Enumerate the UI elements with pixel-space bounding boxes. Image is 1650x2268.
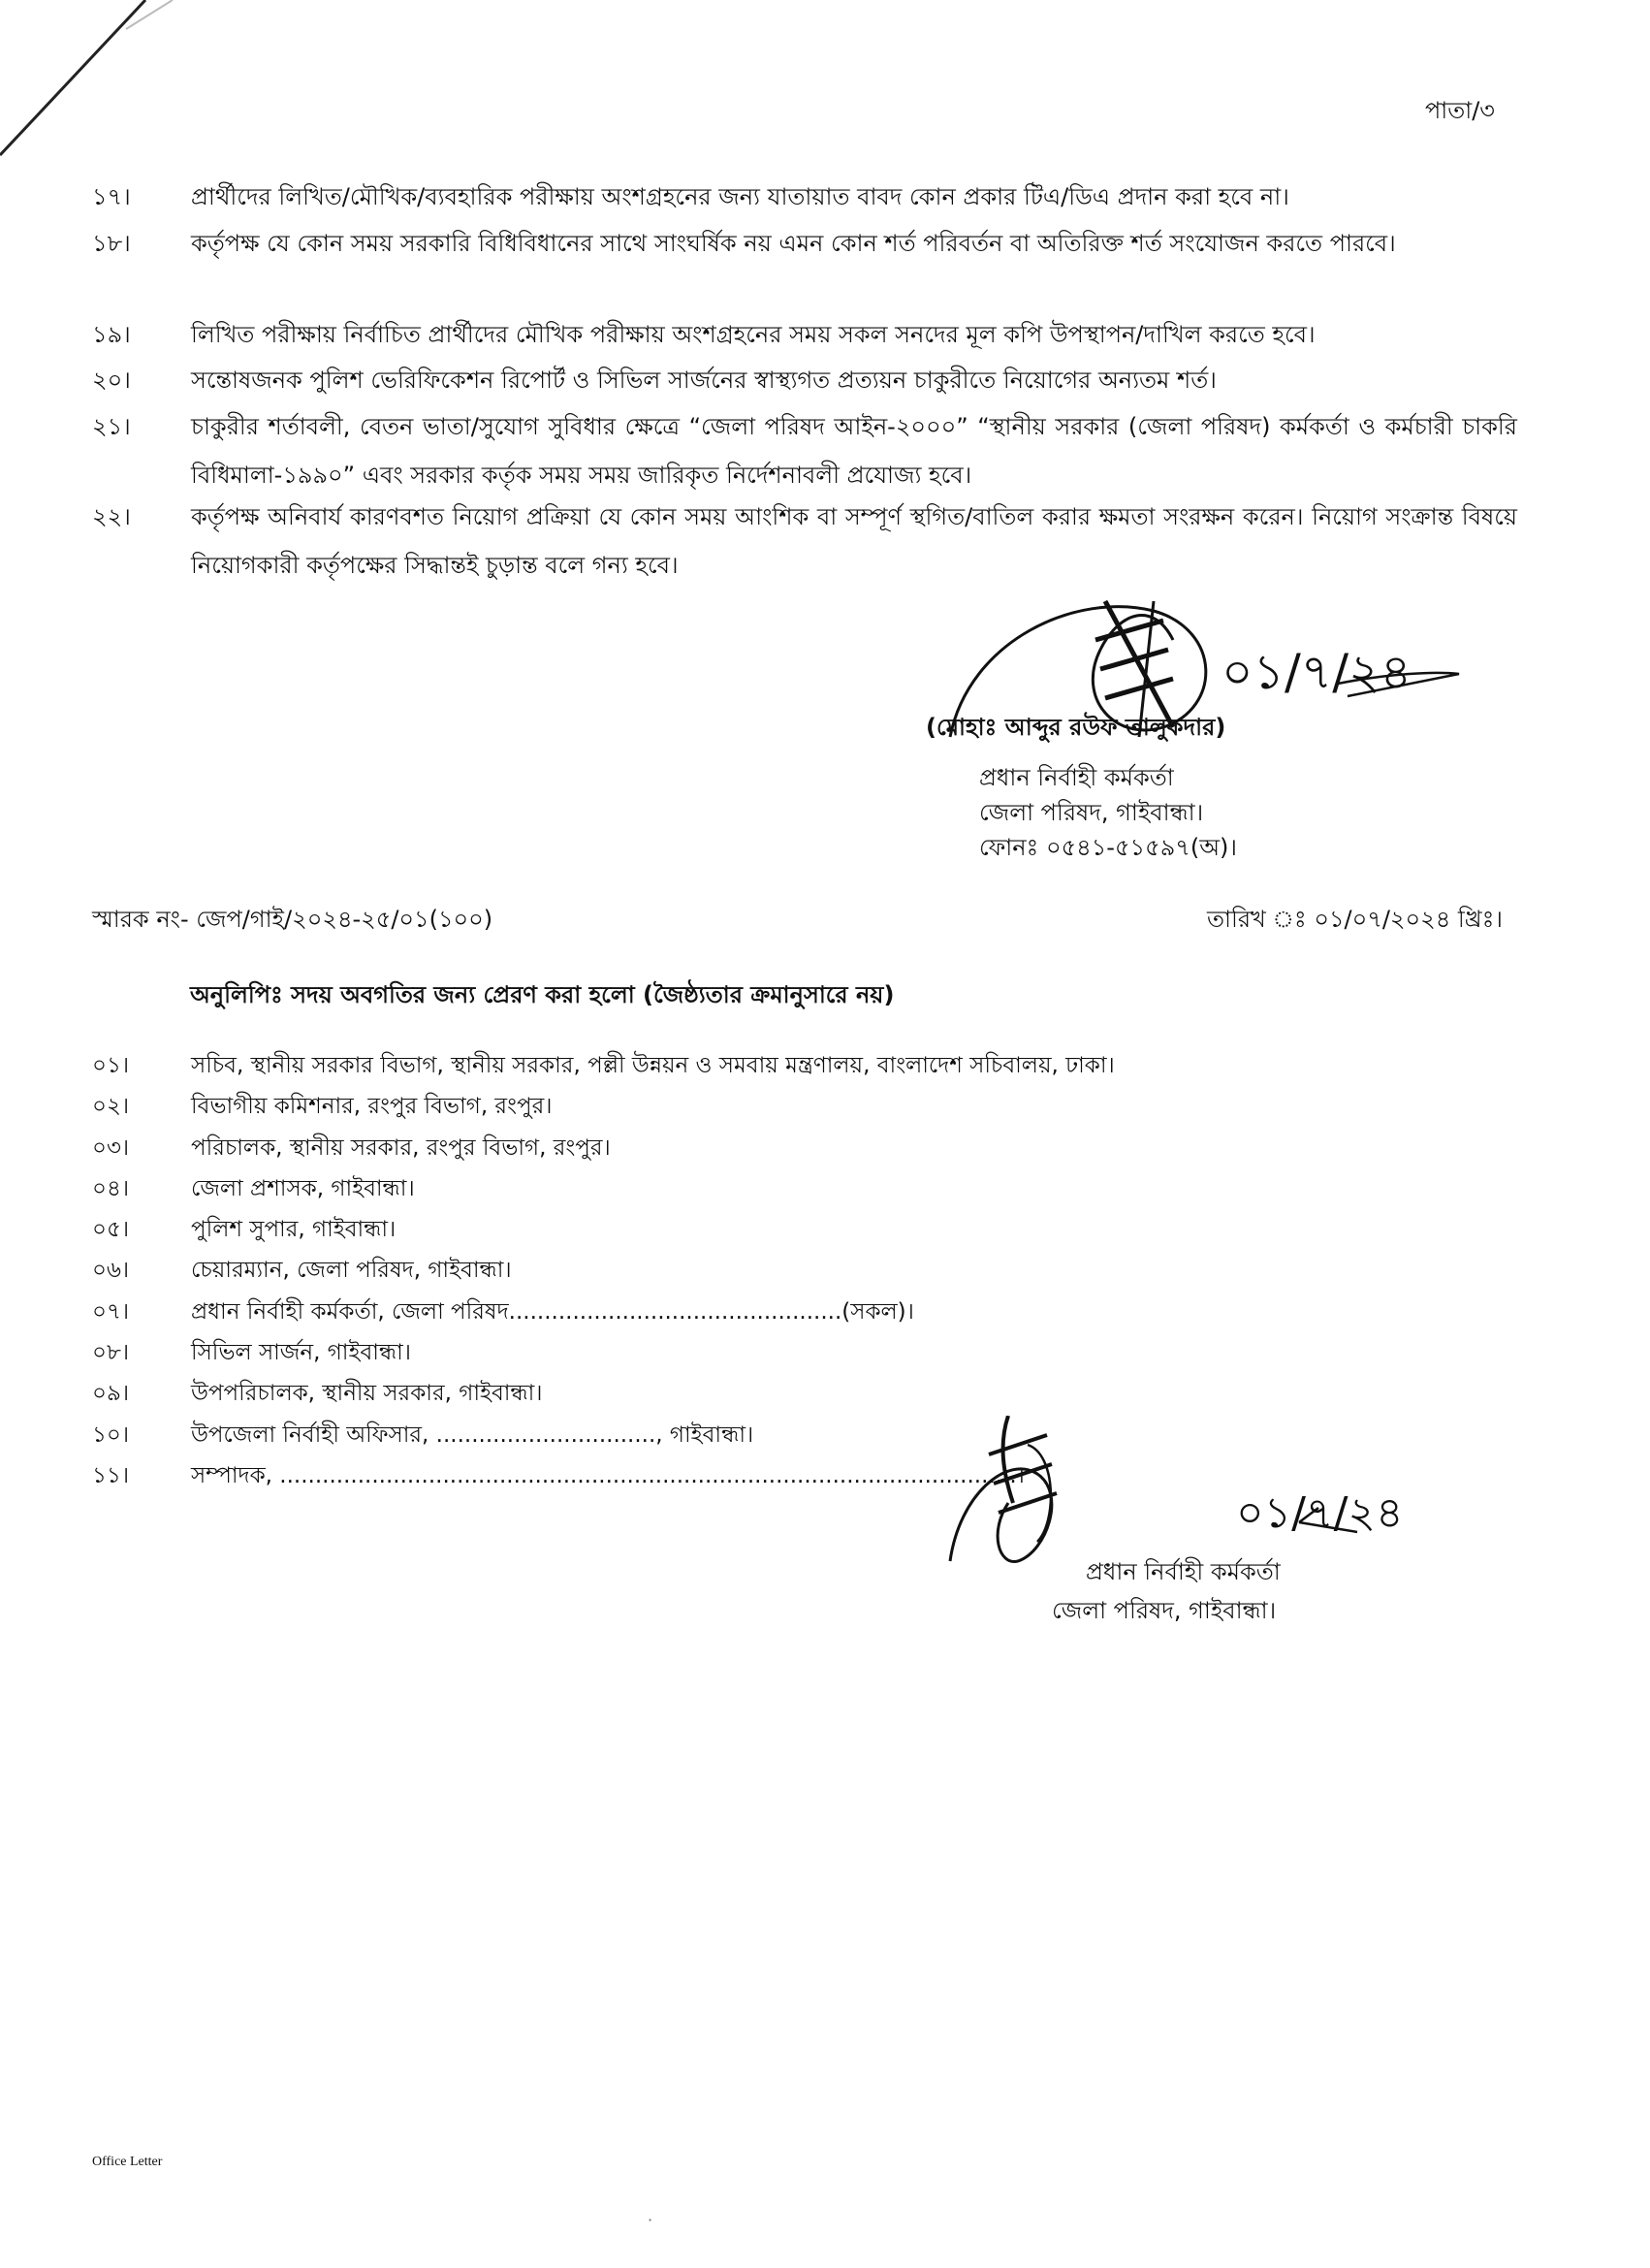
list-item bbox=[92, 1128, 1352, 1168]
list-item-number: ০৯। bbox=[92, 1381, 130, 1407]
clause-text: কর্তৃপক্ষ অনিবার্য কারণবশত নিয়োগ প্রক্রিয়া যে কোন সময় আংশিক বা সম্পূর্ণ স্থগিত/বাতিল করার ক্ষমতা সংরক্ষন করেন। নিয়োগ সংক্রান্ত বিষয়ে নিয়োগকারী কর্তৃপক্ষের সিদ্ধান্তই চুড়ান্ত বলে গন্য হবে। bbox=[191, 503, 1517, 579]
list-item-text: উপপরিচালক, স্থানীয় সরকার, গাইবান্ধা। bbox=[191, 1381, 543, 1407]
clause-text: প্রার্থীদের লিখিত/মৌখিক/ব্যবহারিক পরীক্ষায় অংশগ্রহনের জন্য যাতায়াত বাবদ কোন প্রকার টিএ/ডিএ প্রদান করা হবে না। bbox=[191, 183, 1289, 210]
cc-heading: অনুলিপিঃ সদয় অবগতির জন্য প্রেরণ করা হলো (জৈষ্ঠ্যতার ক্রমানুসারে নয়) bbox=[190, 981, 895, 1008]
signatory-office: জেলা পরিষদ, গাইবান্ধা। bbox=[979, 799, 1204, 826]
signatory-name: (মোহাঃ আব্দুর রউফ তালুকদার) bbox=[926, 714, 1226, 741]
signatory-office-2: জেলা পরিষদ, গাইবান্ধা। bbox=[1052, 1597, 1277, 1624]
list-item bbox=[92, 1373, 1352, 1414]
clause-number: ১৯। bbox=[92, 321, 131, 348]
clause-text: লিখিত পরীক্ষায় নির্বাচিত প্রার্থীদের মৌখিক পরীক্ষায় অংশগ্রহনের সময় সকল সনদের মূল কপি উপস্থাপন/দাখিল করতে হবে। bbox=[191, 321, 1316, 348]
list-item-text: পুলিশ সুপার, গাইবান্ধা। bbox=[191, 1217, 397, 1243]
signatory-phone: ফোনঃ ০৫৪১-৫১৫৯৭(অ)। bbox=[979, 834, 1237, 861]
signatory-designation-2: প্রধান নির্বাহী কর্মকর্তা bbox=[1086, 1558, 1281, 1585]
footer-label: Office Letter bbox=[92, 2155, 163, 2169]
signature-date-scrawl: ০১/৭/২৪ bbox=[1222, 644, 1412, 700]
list-item-text: জেলা প্রশাসক, গাইবান্ধা। bbox=[191, 1175, 415, 1201]
list-item-text: সচিব, স্থানীয় সরকার বিভাগ, স্থানীয় সরকার, পল্লী উন্নয়ন ও সমবায় মন্ত্রণালয়, বাংলাদেশ সচিবালয়, ঢাকা। bbox=[191, 1053, 1115, 1078]
clause-number: ২০। bbox=[92, 367, 131, 394]
list-item bbox=[92, 1045, 1352, 1086]
clause-18 bbox=[92, 219, 1517, 268]
list-item-number: ০৬। bbox=[92, 1258, 130, 1284]
scan-corner-mark bbox=[0, 0, 194, 175]
clause-number: ১৮। bbox=[92, 230, 131, 257]
issue-date: তারিখ ঃ ০১/০৭/২০২৪ খ্রিঃ। bbox=[1207, 906, 1504, 933]
list-item bbox=[92, 1292, 1352, 1332]
list-item-number: ০৫। bbox=[92, 1217, 130, 1243]
clause-text: সন্তোষজনক পুলিশ ভেরিফিকেশন রিপোর্ট ও সিভিল সার্জনের স্বাস্থ্যগত প্রত্যয়ন চাকুরীতে নিয়োগের অন্যতম শর্ত। bbox=[191, 367, 1217, 394]
clause-text: কর্তৃপক্ষ যে কোন সময় সরকারি বিধিবিধানের সাথে সাংঘর্ষিক নয় এমন কোন শর্ত পরিবর্তন বা অতিরিক্ত শর্ত সংযোজন করতে পারবে। bbox=[191, 230, 1396, 257]
list-item-text: পরিচালক, স্থানীয় সরকার, রংপুর বিভাগ, রংপুর। bbox=[191, 1134, 611, 1161]
list-item-number: ০১। bbox=[92, 1053, 130, 1078]
list-item-text: চেয়ারম্যান, জেলা পরিষদ, গাইবান্ধা। bbox=[191, 1258, 512, 1284]
list-item-number: ০৪। bbox=[92, 1175, 130, 1201]
list-item-text: উপজেলা নির্বাহী অফিসার, ..............................., গাইবান্ধা। bbox=[191, 1421, 754, 1448]
list-item bbox=[92, 1209, 1352, 1250]
signatory-designation: প্রধান নির্বাহী কর্মকর্তা bbox=[979, 764, 1174, 791]
clause-number: ২১। bbox=[92, 413, 131, 440]
clause-number: ১৭। bbox=[92, 183, 131, 210]
list-item-number: ০৩। bbox=[92, 1134, 130, 1161]
clause-19 bbox=[92, 310, 1517, 359]
list-item bbox=[92, 1332, 1352, 1373]
page-number: পাতা/৩ bbox=[1425, 97, 1495, 124]
clause-21 bbox=[92, 402, 1517, 499]
list-item-number: ০৮। bbox=[92, 1340, 130, 1366]
list-item-number: ০২। bbox=[92, 1094, 130, 1120]
list-item-text: সিভিল সার্জন, গাইবান্ধা। bbox=[191, 1340, 412, 1366]
memo-number: স্মারক নং- জেপ/গাই/২০২৪-২৫/০১(১০০) bbox=[92, 906, 493, 933]
clause-text: চাকুরীর শর্তাবলী, বেতন ভাতা/সুযোগ সুবিধার ক্ষেত্রে “জেলা পরিষদ আইন-২০০০” “স্থানীয় সরকার (জেলা পরিষদ) কর্মকর্তা ও কর্মচারী চাকরি বিধিমালা-১৯৯০” এবং সরকার কর্তৃক সময় সময় জারিকৃত নির্দেশনাবলী প্রযোজ্য হবে। bbox=[191, 413, 1517, 489]
signature-date-scrawl-2: ০১/৭/২৪ bbox=[1236, 1488, 1404, 1538]
clause-number: ২২। bbox=[92, 503, 131, 530]
clause-20 bbox=[92, 356, 1517, 404]
scan-speck: · bbox=[648, 2211, 653, 2229]
list-item-text: বিভাগীয় কমিশনার, রংপুর বিভাগ, রংপুর। bbox=[191, 1094, 553, 1120]
list-item bbox=[92, 1086, 1352, 1127]
list-item-number: ১০। bbox=[92, 1421, 130, 1448]
list-item-text: প্রধান নির্বাহী কর্মকর্তা, জেলা পরিষদ...............................................(সকল)। bbox=[191, 1298, 914, 1325]
clause-22 bbox=[92, 493, 1517, 590]
list-item bbox=[92, 1250, 1352, 1291]
list-item-number: ০৭। bbox=[92, 1298, 130, 1325]
list-item-text: সম্পাদক, ........................................................................................................। bbox=[191, 1462, 1025, 1488]
list-item-number: ১১। bbox=[92, 1462, 130, 1488]
clause-17 bbox=[92, 173, 1517, 221]
list-item bbox=[92, 1168, 1352, 1209]
